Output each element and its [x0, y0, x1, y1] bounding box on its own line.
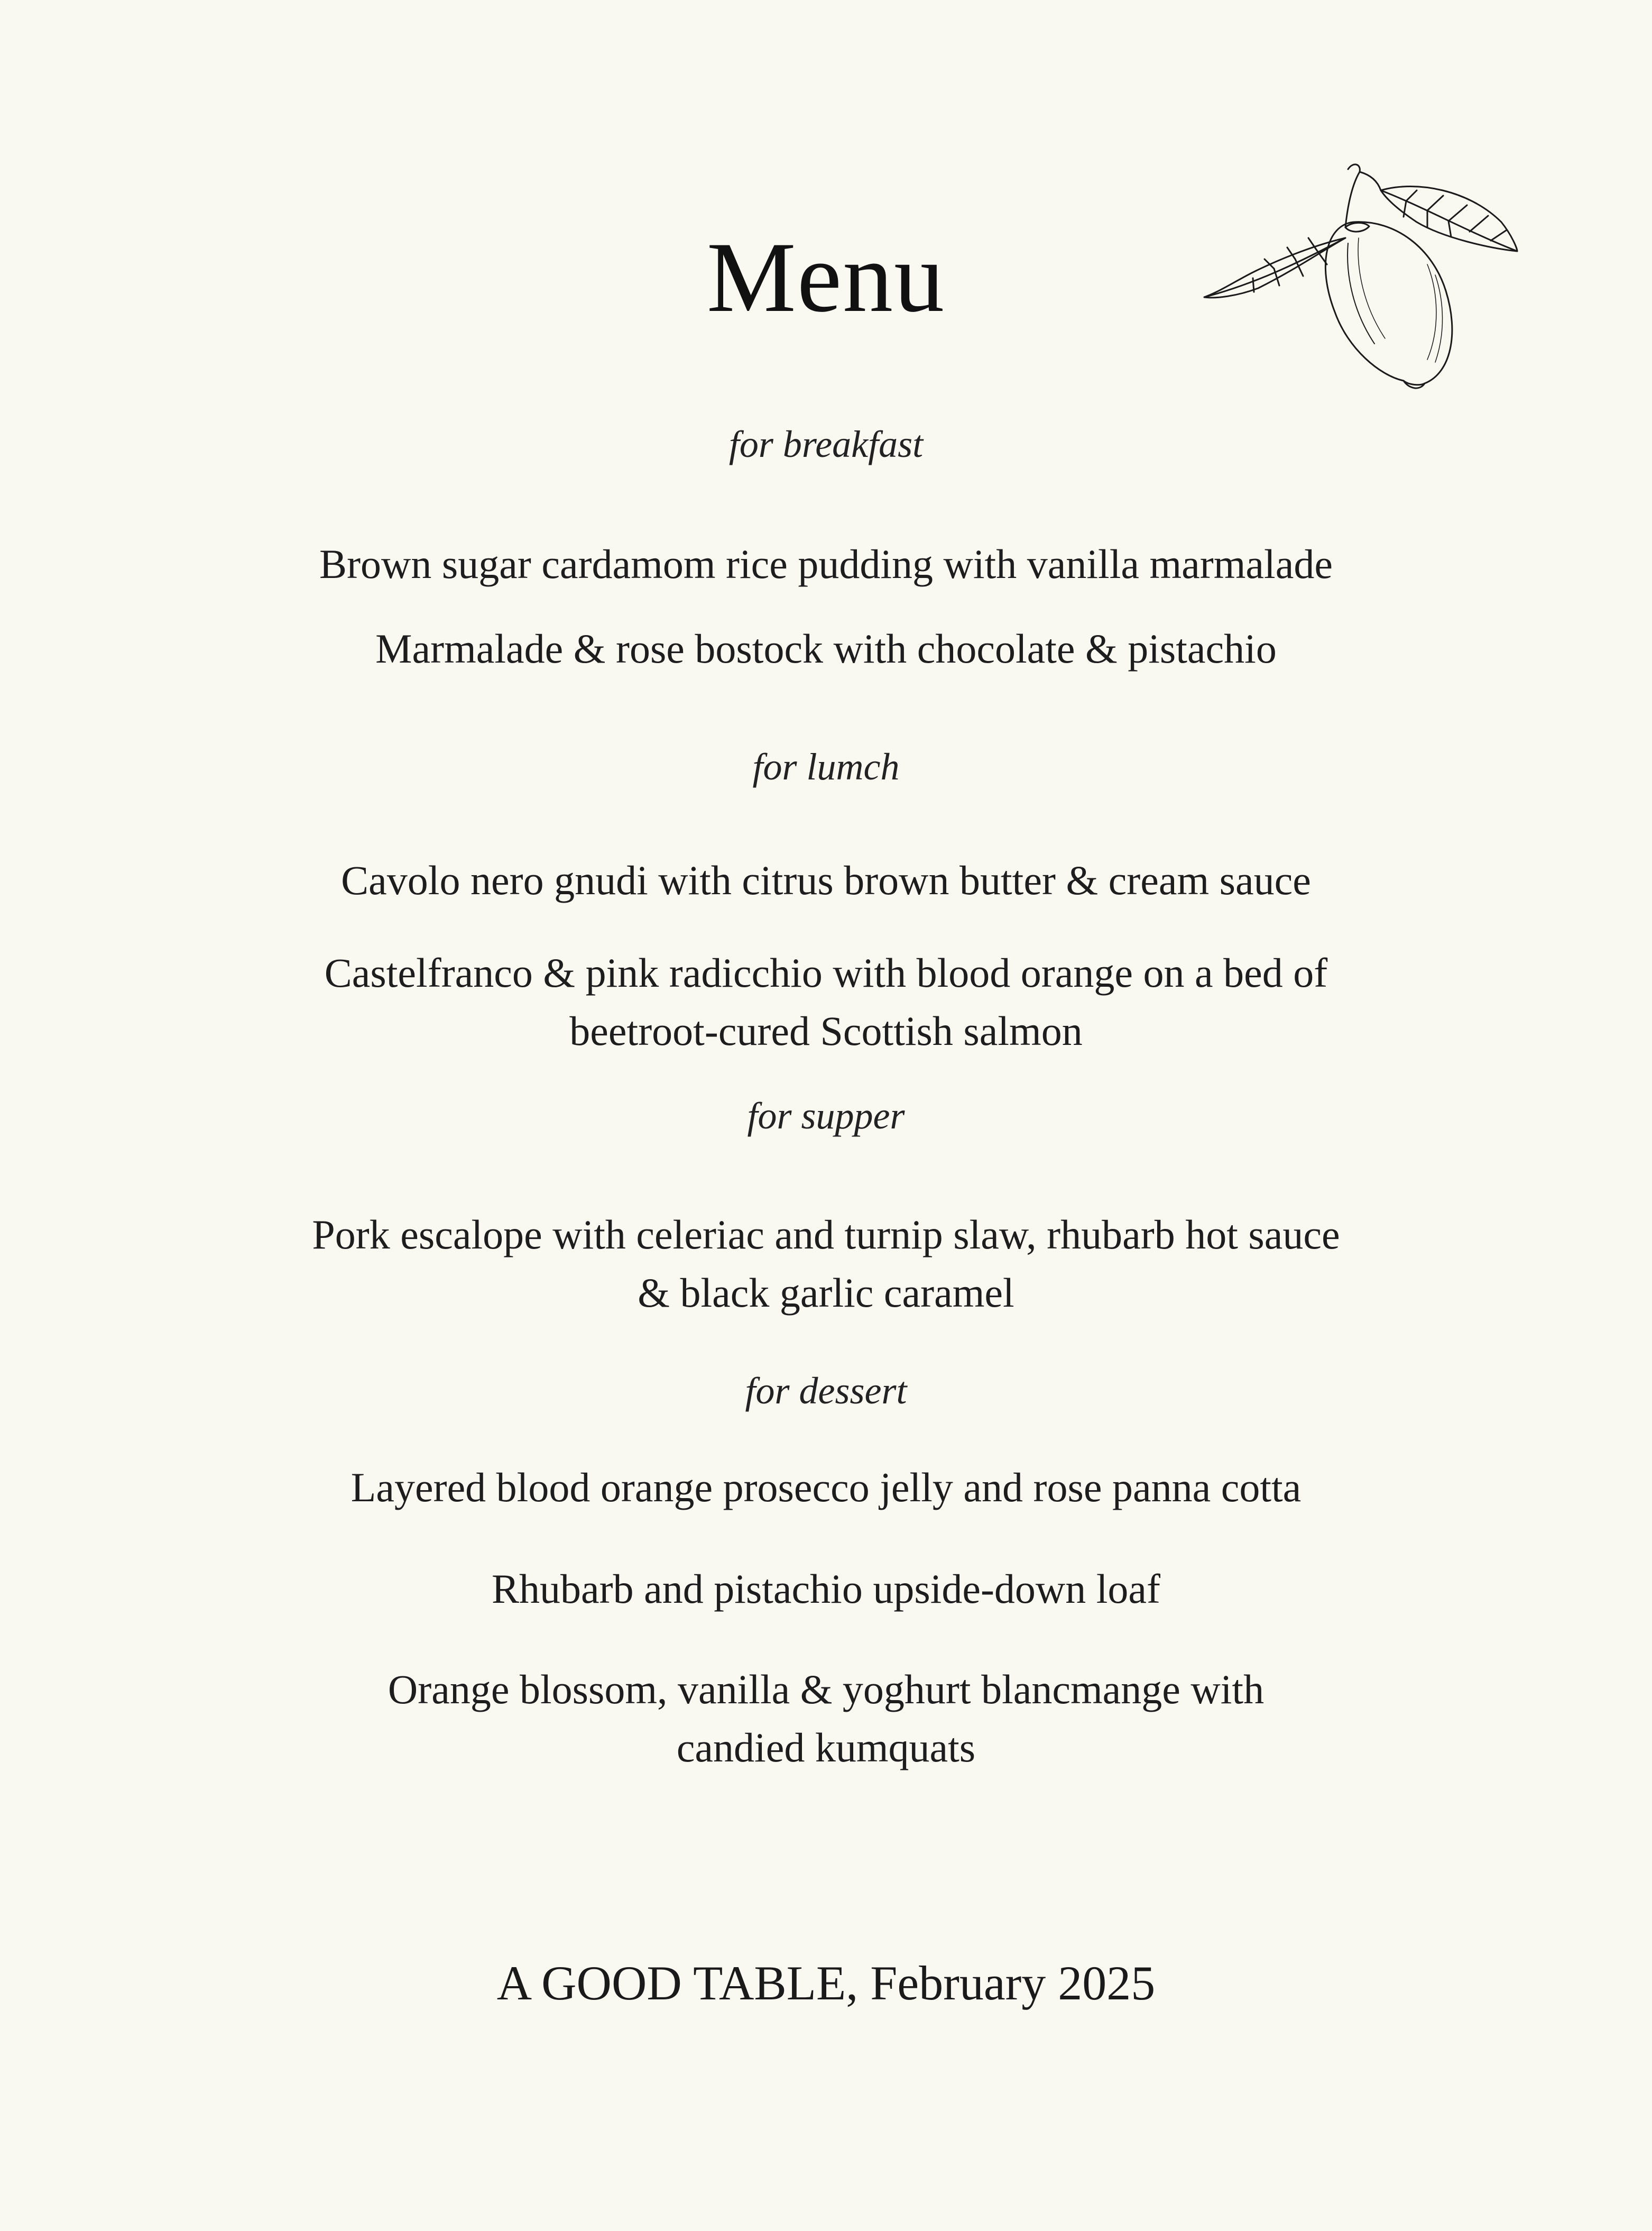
menu-item-line-1: Castelfranco & pink radicchio with blood orange on a bed of	[324, 950, 1328, 996]
section-heading-lunch: for lumch	[752, 746, 900, 788]
menu-item: Brown sugar cardamom rice pudding with vanilla marmalade	[319, 541, 1333, 587]
menu-item: Layered blood orange prosecco jelly and rose panna cotta	[350, 1464, 1302, 1510]
menu-item: Rhubarb and pistachio upside-down loaf	[491, 1566, 1161, 1612]
menu-item-line-2: & black garlic caramel	[638, 1270, 1014, 1316]
section-heading-supper: for supper	[747, 1095, 905, 1137]
menu-item: Cavolo nero gnudi with citrus brown butter & cream sauce	[341, 857, 1311, 903]
menu-item-line-2: beetroot-cured Scottish salmon	[569, 1008, 1083, 1054]
lemon-branch-illustration	[1195, 159, 1544, 407]
menu-footer: A GOOD TABLE, February 2025	[496, 1956, 1156, 2010]
section-heading-dessert: for dessert	[745, 1370, 907, 1412]
menu-item-line-1: Pork escalope with celeriac and turnip slaw, rhubarb hot sauce	[312, 1211, 1340, 1257]
menu-item-line-2: candied kumquats	[676, 1724, 976, 1770]
menu-item: Marmalade & rose bostock with chocolate & pistachio	[375, 626, 1277, 672]
menu-title: Menu	[706, 222, 946, 333]
menu-item-line-1: Orange blossom, vanilla & yoghurt blancmange with	[387, 1666, 1265, 1712]
section-heading-breakfast: for breakfast	[728, 423, 924, 465]
